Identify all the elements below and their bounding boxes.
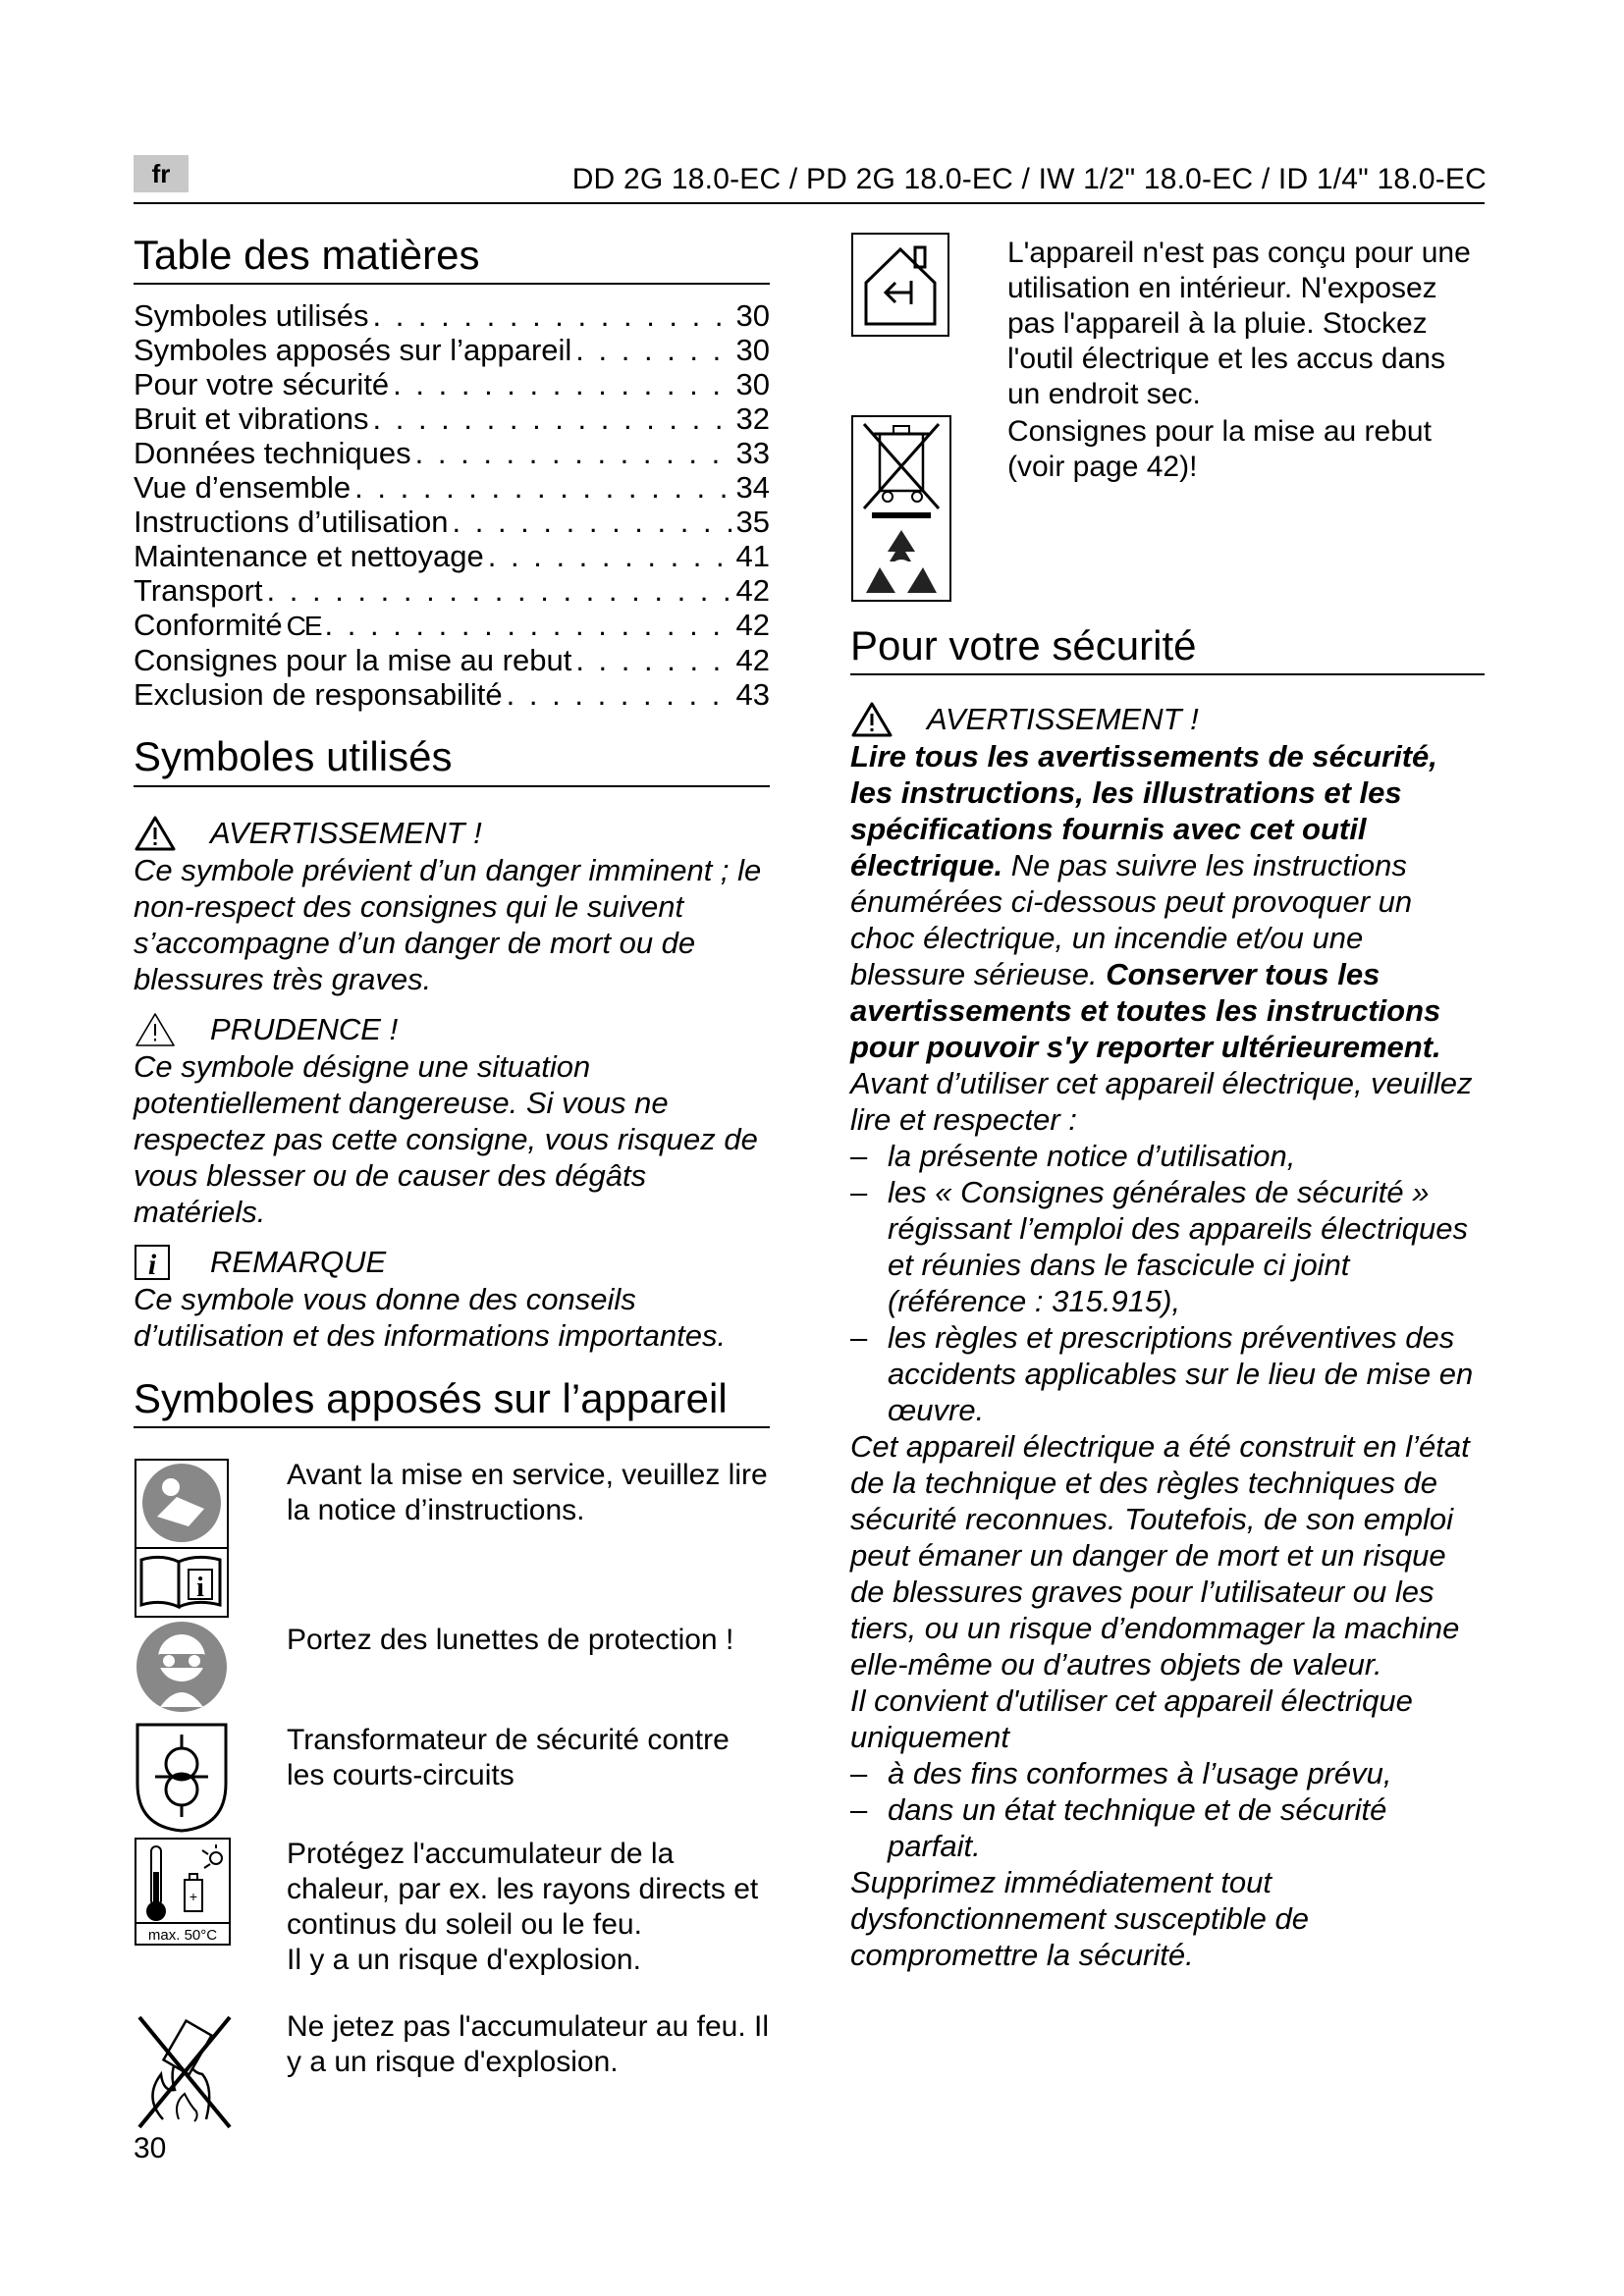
toc-dot-leader — [372, 298, 731, 333]
device-symbols-list — [134, 1458, 770, 2137]
toc-entry[interactable] — [134, 573, 770, 608]
svg-text:i: i — [147, 1248, 157, 1281]
device-symbol-text: Ne jetez pas l'accumulateur au feu. Il y a un risque d'explosion. — [287, 2009, 769, 2078]
toc-entry[interactable] — [134, 505, 770, 539]
svg-text:+: + — [189, 1888, 198, 1904]
language-badge: fr — [134, 155, 189, 192]
toc-entry-page: 30 — [735, 367, 770, 402]
caution-triangle-icon — [134, 1011, 177, 1048]
safety-intro — [850, 738, 1485, 1065]
device-symbol-row — [850, 414, 1485, 614]
device-symbol-text: Transformateur de sécurité contre les courts-circuits — [287, 1723, 730, 1791]
safety-warning — [850, 701, 1485, 738]
toc-dot-leader — [488, 539, 732, 573]
toc-entry-page: 42 — [735, 608, 770, 643]
toc-entry[interactable] — [134, 677, 770, 712]
caution-label: PRUDENCE ! — [210, 1011, 399, 1046]
device-symbol-text: Consignes pour la mise au rebut (voir page 42)! — [1007, 415, 1432, 483]
safety-heading: Pour votre sécurité — [850, 622, 1485, 675]
toc-entry[interactable] — [134, 539, 770, 573]
warning-triangle-icon — [134, 815, 177, 852]
toc-entry[interactable] — [134, 333, 770, 367]
toc-entry[interactable] — [134, 643, 770, 677]
caution-text: Ce symbole désigne une situation potentiellement dangereuse. Si vous ne respectez pas cette consigne, vous risquez de vous blesser ou de causer des dégâts matériels. — [134, 1048, 758, 1229]
info-icon — [134, 1244, 177, 1281]
toc-entry-page: 32 — [735, 401, 770, 437]
device-symbol-row — [850, 232, 1485, 414]
svg-text:max. 50°C: max. 50°C — [147, 1926, 218, 1944]
toc-entry-page: 35 — [735, 505, 770, 540]
list-item: – à des fins conformes à l’usage prévu, — [850, 1755, 1485, 1791]
toc-entry[interactable] — [134, 298, 770, 333]
device-symbol-text: Avant la mise en service, veuillez lire la notice d’instructions. — [287, 1458, 768, 1526]
safety-before-use: Avant d’utiliser cet appareil électrique, veuillez lire et respecter : — [850, 1066, 1473, 1138]
device-symbol-row — [134, 1458, 770, 1619]
safety-use-only: Il convient d'utiliser cet appareil électrique uniquement — [850, 1683, 1413, 1755]
no-fire-battery-icon — [134, 2009, 236, 2133]
safety-eliminate: Supprimez immédiatement tout dysfonctionnement susceptible de compromettre la sécurité. — [850, 1865, 1310, 1973]
svg-text:i: i — [196, 1572, 204, 1603]
toc-entry-title: Symboles apposés sur l’appareil — [134, 333, 572, 368]
safety-warning-label: AVERTISSEMENT ! — [927, 702, 1199, 737]
note-notice — [134, 1244, 770, 1354]
toc-entry-title: Exclusion de responsabilité — [134, 677, 503, 713]
device-symbol-row — [134, 1721, 770, 1837]
note-text: Ce symbole vous donne des conseils d’utilisation et des informations importantes. — [134, 1281, 727, 1353]
note-label: REMARQUE — [210, 1244, 387, 1279]
no-indoor-icon — [850, 232, 950, 338]
toc-entry-title: Transport — [134, 573, 263, 609]
toc-dot-leader — [415, 436, 732, 470]
toc-entry-page: 33 — [735, 436, 770, 471]
warning-text: Ce symbole prévient d’un danger imminent ; le non-respect des consignes qui le suivent s’accompagne d’un danger de mort ou de blessures très graves. — [134, 852, 762, 996]
left-column — [134, 232, 770, 2137]
toc-dot-leader — [575, 333, 731, 367]
toc-dot-leader — [267, 573, 732, 608]
warning-label: AVERTISSEMENT ! — [210, 815, 482, 850]
toc-entry[interactable] — [134, 470, 770, 505]
read-manual-icon — [134, 1458, 230, 1619]
toc-entry-title: Symboles utilisés — [134, 298, 369, 334]
toc-dot-leader — [373, 401, 732, 436]
device-symbol-text-extra: Il y a un risque d'explosion. — [287, 1943, 641, 1976]
toc-entry-title — [134, 608, 321, 643]
list-item: – les « Consignes générales de sécurité » régissant l’emploi des appareils électriques et réunies dans le fascicule ci joint (référence : 315.915), — [850, 1174, 1485, 1319]
safety-read-list — [850, 1138, 1485, 1428]
heat-protection-icon — [134, 1837, 232, 1947]
toc-entry-page: 30 — [735, 333, 770, 368]
toc-entry-title: Maintenance et nettoyage — [134, 539, 484, 574]
toc-entry[interactable] — [134, 436, 770, 470]
toc-entry-page: 41 — [735, 539, 770, 574]
toc-entry-page: 30 — [735, 298, 770, 334]
list-item: – la présente notice d’utilisation, — [850, 1138, 1485, 1174]
toc-entry-title: Bruit et vibrations — [134, 401, 369, 437]
toc-entry-title: Instructions d’utilisation — [134, 505, 449, 540]
toc-entry[interactable] — [134, 401, 770, 436]
toc-dot-leader — [575, 643, 731, 677]
safety-bold-keep: Conserver tous les avertissements et toutes les instructions pour pouvoir s'y reporter ultérieurement. — [850, 957, 1441, 1065]
toc-entry[interactable] — [134, 367, 770, 401]
ce-mark-icon: CE — [286, 611, 321, 642]
safety-intro-normal: Ne pas suivre les instructions énumérées ci-dessous peut provoquer un choc électrique, un incendie et/ou une blessure sérieuse. — [850, 848, 1413, 992]
toc-entry-title-text: Conformité — [134, 608, 283, 643]
safety-bold-intro: Lire tous les avertissements de sécurité, les instructions, les illustrations et les spécifications fournis avec cet outil électrique. — [850, 739, 1437, 883]
toc-dot-leader — [453, 505, 732, 539]
table-of-contents — [134, 298, 770, 712]
warning-notice — [134, 815, 770, 997]
device-symbol-text: L'appareil n'est pas conçu pour une utilisation en intérieur. N'exposez pas l'appareil à la pluie. Stockez l'outil électrique et les accus dans un endroit sec. — [1007, 237, 1471, 410]
toc-dot-leader — [393, 367, 731, 401]
toc-entry-title: Consignes pour la mise au rebut — [134, 643, 572, 678]
disposal-icon — [850, 414, 952, 603]
toc-dot-leader — [507, 677, 732, 712]
list-item: – les règles et prescriptions préventives des accidents applicables sur le lieu de mise en œuvre. — [850, 1319, 1485, 1428]
toc-entry-page: 43 — [735, 677, 770, 713]
symbols-used-heading: Symboles utilisés — [134, 733, 770, 786]
toc-entry-title: Pour votre sécurité — [134, 367, 390, 402]
toc-entry[interactable] — [134, 608, 770, 643]
header-rule — [134, 202, 1485, 204]
safety-transformer-icon — [134, 1721, 230, 1835]
safety-use-list — [850, 1755, 1485, 1864]
device-symbol-row — [134, 2009, 770, 2137]
page-number: 30 — [134, 2132, 167, 2164]
device-symbol-row — [134, 1619, 770, 1721]
device-symbol-row — [134, 1837, 770, 2009]
caution-notice — [134, 1011, 770, 1230]
device-symbol-text: Portez des lunettes de protection ! — [287, 1623, 734, 1656]
model-line: DD 2G 18.0-EC / PD 2G 18.0-EC / IW 1/2" 18.0-EC / ID 1/4" 18.0-EC — [571, 163, 1487, 195]
device-symbol-text: Protégez l'accumulateur de la chaleur, par ex. les rayons directs et continus du soleil ou le feu. — [287, 1837, 759, 1941]
right-column — [850, 232, 1485, 1973]
toc-heading: Table des matières — [134, 232, 770, 285]
device-symbols-heading: Symboles apposés sur l’appareil — [134, 1375, 770, 1428]
toc-dot-leader — [325, 608, 732, 643]
warning-triangle-icon — [850, 701, 893, 738]
toc-entry-page: 42 — [735, 573, 770, 609]
list-item: – dans un état technique et de sécurité parfait. — [850, 1791, 1485, 1864]
toc-entry-page: 42 — [735, 643, 770, 678]
toc-entry-title: Vue d’ensemble — [134, 470, 352, 506]
toc-entry-title: Données techniques — [134, 436, 411, 471]
toc-dot-leader — [354, 470, 731, 505]
safety-goggles-icon — [134, 1619, 230, 1715]
toc-entry-page: 34 — [735, 470, 770, 506]
safety-built: Cet appareil électrique a été construit en l’état de la technique et des règles techniques de sécurité reconnues. Toutefois, de son emploi peut émaner un danger de mort et un risque de blessures graves pour l’utilisateur ou les tiers, ou un risque d’endommager la machine elle-même ou d’autres objets de valeur. — [850, 1429, 1470, 1682]
